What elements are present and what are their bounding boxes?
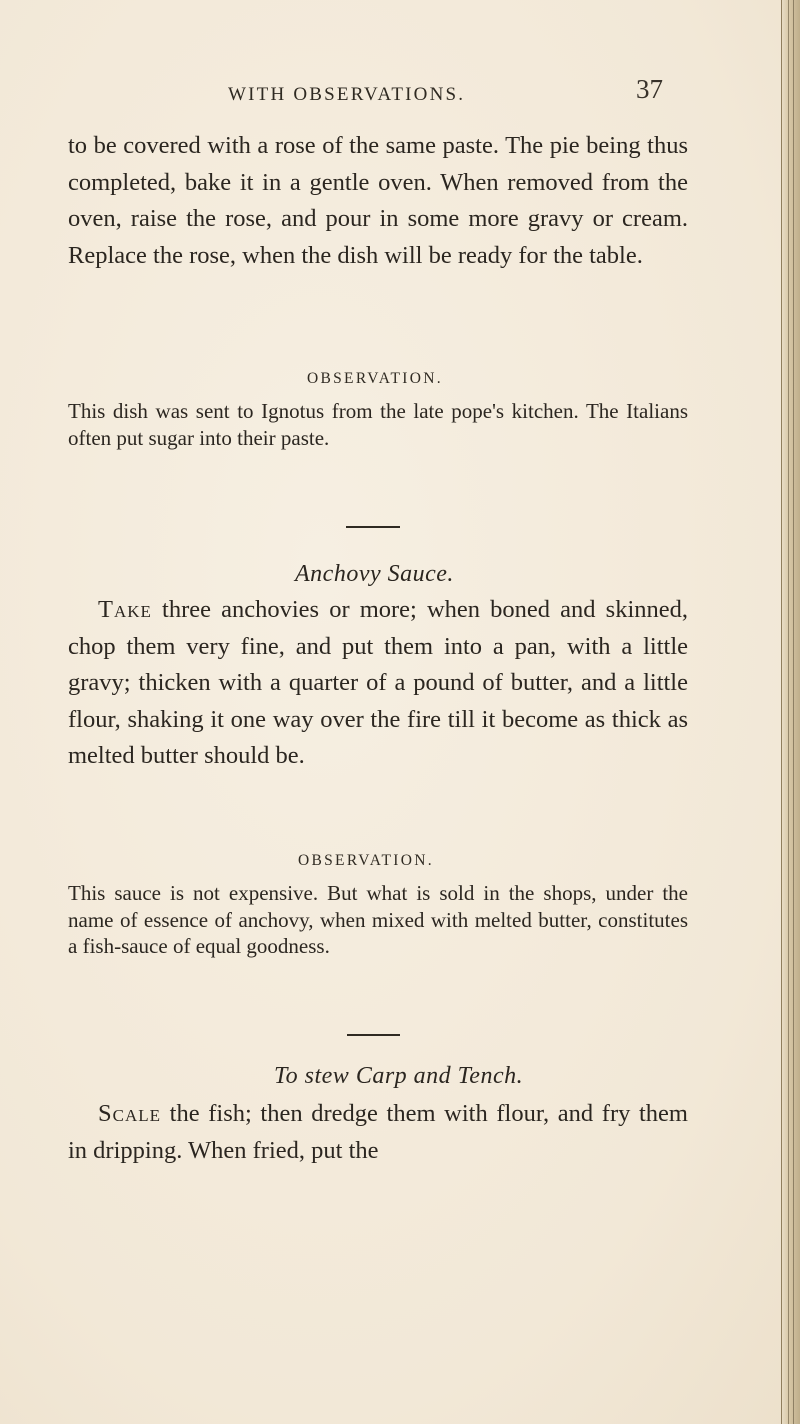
recipe-title: To stew Carp and Tench. bbox=[274, 1063, 524, 1089]
recipe-text bbox=[68, 1096, 688, 1169]
observation-heading: OBSERVATION. bbox=[307, 370, 443, 387]
page-edge bbox=[781, 0, 800, 1424]
recipe-first-word: Take bbox=[98, 596, 152, 623]
recipe-text bbox=[68, 592, 688, 775]
recipe-continuation-text: to be covered with a rose of the same paste. The pie being thus completed, bake it in a gentle oven. When removed from the oven, raise the rose, and pour in some more gravy or cream. Replace the rose, when the dish will be ready for the table. bbox=[68, 132, 688, 269]
observation-text: This dish was sent to Ignotus from the late pope's kitchen. The Italians often put sugar into their paste. bbox=[68, 399, 688, 450]
section-divider bbox=[346, 526, 400, 528]
page-edge-line bbox=[793, 0, 794, 1424]
section-divider bbox=[347, 1034, 400, 1036]
page-edge-line bbox=[788, 0, 789, 1424]
observation-text: This sauce is not expensive. But what is sold in the shops, under the name of essence of anchovy, when mixed with melted butter, constitutes a fish-sauce of equal goodness. bbox=[68, 881, 688, 958]
running-head: WITH OBSERVATIONS. bbox=[228, 84, 466, 105]
recipe-first-word: Scale bbox=[98, 1100, 162, 1127]
recipe-body: three anchovies or more; when boned and skinned, chop them very fine, and put them into a pan, with a little gravy; thicken with a quarter of a pound of butter, and a little flour, shaking it one way over the fire till it become as thick as melted butter should be. bbox=[68, 596, 688, 770]
observation-heading: OBSERVATION. bbox=[298, 852, 434, 869]
recipe-body: the fish; then dredge them with flour, and fry them in dripping. When fried, put the bbox=[68, 1100, 688, 1164]
recipe-title: Anchovy Sauce. bbox=[295, 561, 454, 587]
page-number: 37 bbox=[636, 74, 663, 104]
